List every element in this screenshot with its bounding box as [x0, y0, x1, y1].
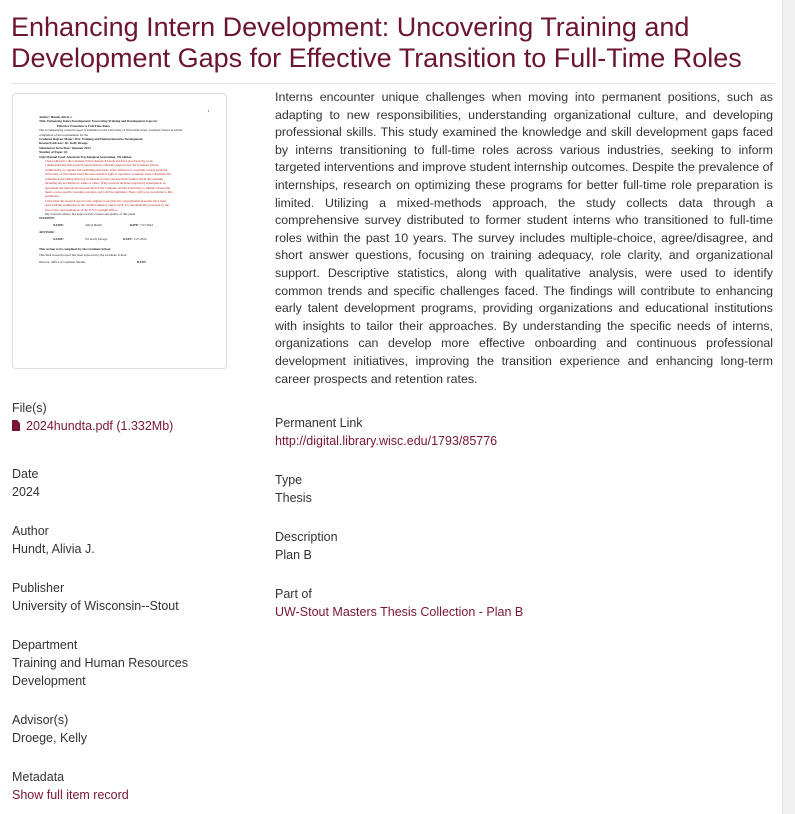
- thumbnail-line: Style Manual Used: American Psychological Association, 7th edition: [39, 154, 132, 159]
- department-value-line1: Training and Human Resources: [12, 656, 189, 670]
- advisor-section: [12, 711, 252, 747]
- thumbnail-line: Title: Enhancing Intern Development: Uncovering Training and Development Gaps for: [39, 119, 158, 124]
- publisher-value: University of Wisconsin--Stout: [12, 599, 179, 613]
- thumbnail-red-line: meets course-specific learning outcomes and CAN be published. There will be no exceptions to this: [45, 189, 173, 194]
- department-section: [12, 636, 252, 690]
- thumbnail-line: Effective Transition to Full-Time Roles: [57, 123, 110, 128]
- type-value: Thesis: [275, 491, 312, 505]
- document-thumbnail[interactable]: [12, 93, 227, 369]
- thumbnail-advisor-name: Dr. Kelly Droege: [85, 236, 108, 241]
- thumbnail-page-number: i: [207, 108, 209, 113]
- thumbnail-red-line: laws, rules, and regulations of the U.S. Copyright Office.: [45, 207, 118, 212]
- thumbnail-red-line: University of Wisconsin-Stout the non-exclusive right to reproduce, translate, and/or distribute this: [45, 172, 172, 177]
- vertical-scrollbar[interactable]: [782, 0, 795, 814]
- thumbnail-red-line: Additionally, by signing and submitting this form, I (the author(s) or copyright owner) grant the: [45, 167, 168, 172]
- file-link-text: 2024hundta.pdf (1.332Mb): [26, 419, 174, 433]
- description-label: Description: [275, 530, 338, 544]
- advisor-label: Advisor(s): [12, 713, 69, 727]
- thumbnail-line: Submission Term/Year: Summer 2024: [39, 145, 91, 150]
- thumbnail-name-label: NAME:: [53, 222, 64, 227]
- thumbnail-student-date: 7/27/2024: [140, 222, 153, 227]
- thumbnail-date-label: DATE:: [129, 222, 140, 227]
- thumbnail-line: Graduate Degree/ Major: M.S. Training and Human Resource Development: [39, 137, 143, 142]
- part-of-label: Part of: [275, 587, 312, 601]
- thumbnail-footer: This final research report has been approved by the Graduate School.: [39, 253, 128, 258]
- type-label: Type: [275, 473, 303, 487]
- file-pdf-icon: [12, 420, 20, 431]
- thumbnail-red-line: submission (including abstract) worldwide in print and electronic format and in any medium,: [45, 176, 164, 181]
- file-download-link[interactable]: [12, 419, 173, 433]
- permanent-link-url[interactable]: http://digital.library.wisc.edu/1793/85776: [275, 434, 498, 448]
- thumbnail-line: The accompanying research report is submitted to the University of Wisconsin-Stout, Graduate School in partial: [39, 128, 183, 133]
- thumbnail-line: Number of Pages: 63: [39, 150, 68, 155]
- thumbnail-line: My research advisor has approved the content and quality of this paper.: [45, 211, 136, 216]
- files-label: File(s): [12, 401, 47, 415]
- thumbnail-student-name: Alivia Hundt: [85, 222, 102, 227]
- thumbnail-page: [39, 109, 209, 329]
- thumbnail-footer: This section to be completed by the Graduate School: [39, 246, 111, 251]
- department-value-line2: Development: [12, 674, 86, 688]
- permanent-link-label: Permanent Link: [275, 416, 363, 430]
- date-label: Date: [12, 467, 39, 481]
- description-value: Plan B: [275, 548, 312, 562]
- thumbnail-red-line: including but not limited to audio or video. If my research includes proprietary information, an: [45, 181, 166, 186]
- thumbnail-line: Research Advisor: Dr. Kelly Droege: [39, 141, 88, 146]
- show-full-record-link[interactable]: Show full item record: [12, 788, 129, 802]
- part-of-section: [275, 585, 773, 621]
- permanent-link-section: [275, 414, 773, 450]
- thumbnail-red-line: I understand that this research report must be officially approved by the Graduate School.: [45, 163, 160, 168]
- department-label: Department: [12, 638, 78, 652]
- thumbnail-line: completion of the requirements for the: [39, 132, 89, 137]
- abstract-text: Interns encounter unique challenges when moving into permanent positions, such as adapting to new responsibilities, understanding organizational culture, and developing professional skills. This study examined the knowledge and skill development gaps faced by interns transitioning to full-time roles across various industries, seeking to inform targeted interventions and improve student internship outcomes. Despite the prevalence of internships, research on optimizing these programs for better full-time role preparation is limited. Utilizing a mixed-methods approach, the study collects data through a comprehensive survey distributed to former student interns who transitioned to full-time roles within the past 10 years. The survey includes multiple-choice, agree/disagree, and short answer questions, focusing on training adequacy, role clarity, and organizational support. Descriptive statistics, along with qualitative analysis, were used to identify common trends and specific challenges faced. The findings will contribute to enhancing early talent development programs, providing organizations and educational institutions with insights to tailor their approaches. By understanding the specific needs of interns, organizations can develop more effective onboarding and continuous professional development initiatives, improving the transition experience and enhancing long-term career prospects and retention rates.: [275, 90, 773, 386]
- type-section: [275, 471, 773, 507]
- date-section: [12, 465, 252, 501]
- date-value: 2024: [12, 485, 40, 499]
- thumbnail-student-label: STUDENT:: [39, 216, 55, 221]
- advisor-value: Droege, Kelly: [12, 731, 88, 745]
- thumbnail-red-line: I attest that the research report is my original work (that any copyrightable materials have been: [45, 198, 166, 203]
- page-title: Enhancing Intern Development: Uncovering Training and Development Gaps for Effective Transition to Full-Time Roles: [11, 12, 742, 73]
- thumbnail-red-line: permission.: [45, 194, 60, 199]
- metadata-section: [12, 768, 252, 804]
- author-value: Hundt, Alivia J.: [12, 542, 95, 556]
- thumbnail-advisor-label: ADVISOR:: [39, 230, 55, 235]
- publisher-section: [12, 579, 252, 615]
- files-section: [12, 399, 252, 435]
- metadata-label: Metadata: [12, 770, 65, 784]
- author-section: [12, 522, 252, 558]
- thumbnail-footer: Director, Office of Graduate Studies: [39, 259, 86, 264]
- thumbnail-footer-date: DATE:: [136, 259, 147, 264]
- collection-link[interactable]: UW-Stout Masters Thesis Collection - Plan B: [275, 605, 524, 619]
- thumbnail-line: Author: Hundt, Alivia J.: [39, 115, 73, 119]
- author-label: Author: [12, 524, 49, 538]
- publisher-label: Publisher: [12, 581, 65, 595]
- thumbnail-red-line: I have adhered to the Graduate School Research Guide and have proofread my work.: [45, 159, 154, 164]
- thumbnail-red-line: used with the permission of the original authors), and as such, it is automatically protected by the: [45, 203, 169, 208]
- description-section: [275, 528, 773, 564]
- thumbnail-name-label: NAME:: [53, 236, 64, 241]
- thumbnail-advisor-date: 7/27/2024: [133, 236, 147, 241]
- thumbnail-red-line: agreement has been made between myself, the company, and the University to submit a thesis that: [45, 185, 171, 190]
- title-divider: [11, 83, 775, 84]
- thumbnail-date-label: DATE:: [123, 236, 133, 241]
